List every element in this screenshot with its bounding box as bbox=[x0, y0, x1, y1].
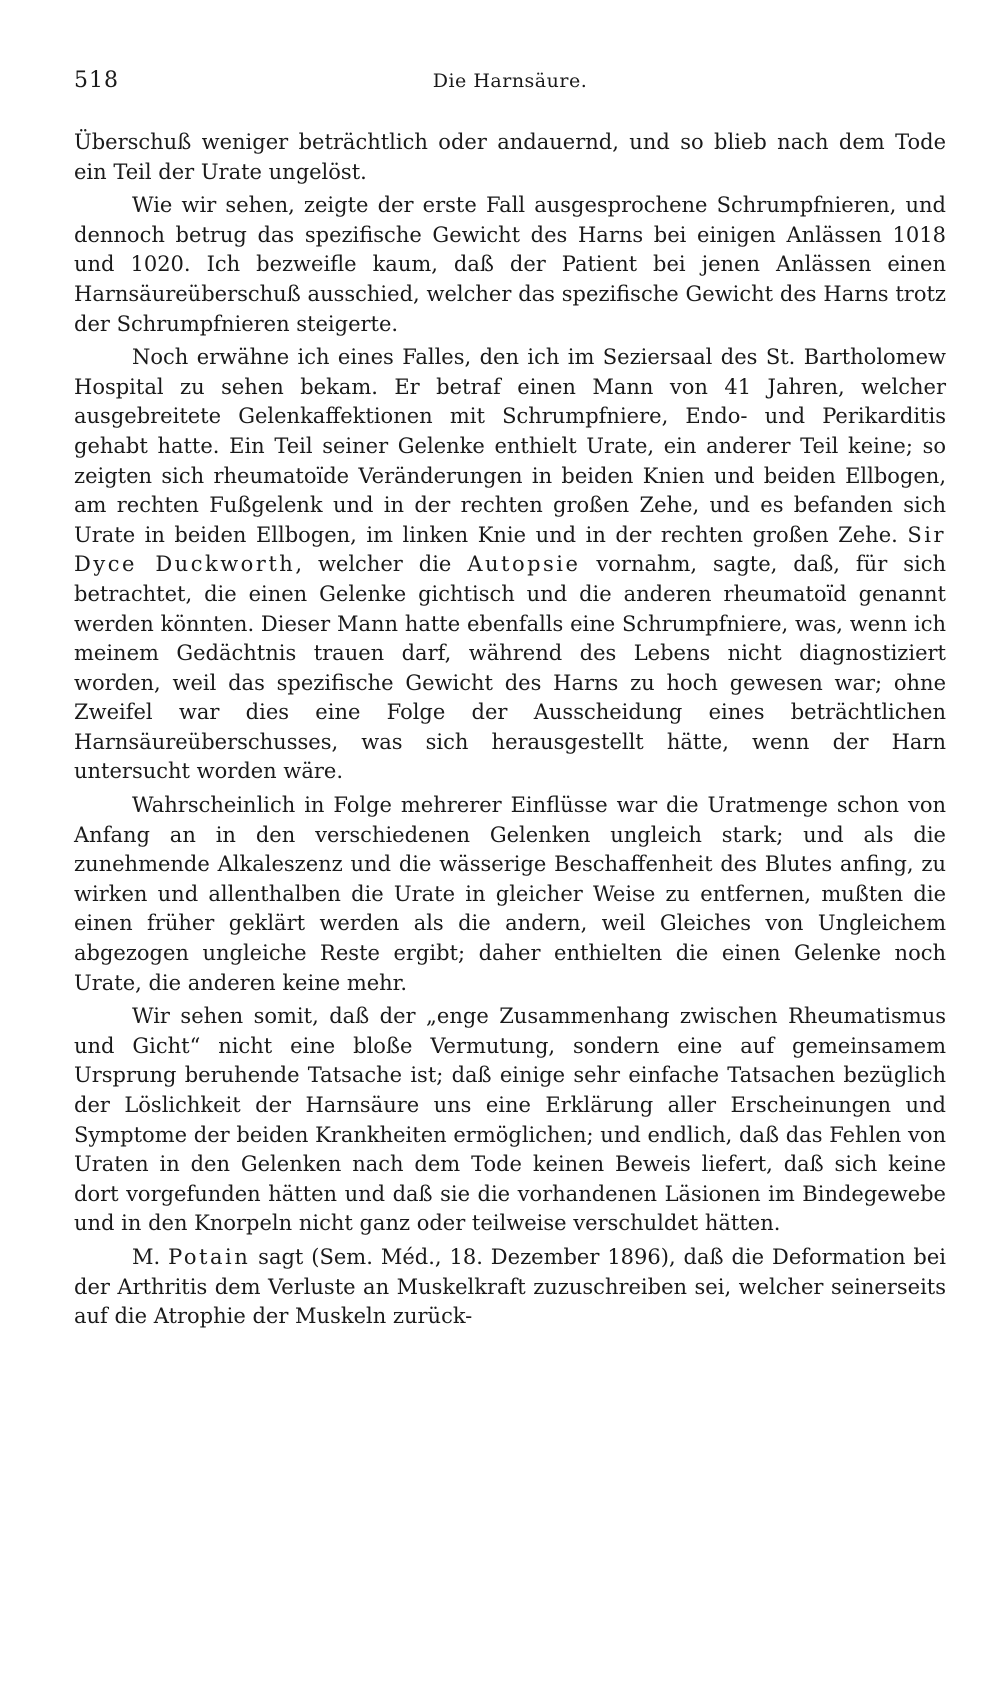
paragraph bbox=[74, 1243, 946, 1332]
text-segment: sagt (Sem. Méd., 18. Dezember 1896), daß die Deformation bei der Arthritis dem Verluste an Muskelkraft zuzuschreiben sei, welcher seinerseits auf die Atrophie der Muskeln zurück- bbox=[74, 1244, 946, 1329]
text-segment: Wie wir sehen, zeigte der erste Fall ausgesprochene Schrumpfnieren, und dennoch betrug das spezifische Gewicht des Harns bei einigen Anlässen 1018 und 1020. Ich bezweifle kaum, daß der Patient bei jenen Anlässen einen Harnsäureüberschuß ausschied, welcher das spezifische Gewicht des Harns trotz der Schrumpfnieren steigerte. bbox=[74, 193, 946, 336]
paragraph bbox=[74, 343, 946, 787]
running-title: Die Harnsäure. bbox=[432, 70, 588, 92]
paragraph bbox=[74, 191, 946, 339]
text-segment: vornahm, sagte, daß, für sich betrachtet, die einen Gelenke gichtisch und die anderen rheumatoïd genannt werden könnten. Dieser Mann hatte ebenfalls eine Schrumpfniere, was, wenn ich meinem Gedächtnis trauen darf, während des Lebens nicht diagnostiziert worden, weil das spezifische Gewicht des Harns zu hoch gewesen war; ohne Zweifel war dies eine Folge der Ausscheidung eines beträchtlichen Harnsäureüberschusses, was sich herausgestellt hätte, wenn der Harn untersucht worden wäre. bbox=[74, 552, 946, 784]
text-segment: Noch erwähne ich eines Falles, den ich im Seziersaal des St. Bartholomew Hospital zu sehen bekam. Er betraf einen Mann von 41 Jahren, welcher ausgebreitete Gelenkaffektionen mit Schrumpfniere, Endo- und Perikarditis gehabt hatte. Ein Teil seiner Gelenke enthielt Urate, ein anderer Teil keine; so zeigten sich rheumatoïde Veränderungen in beiden Knien und beiden Ellbogen, am rechten Fußgelenk und in der rechten großen Zehe, und es befanden sich Urate in beiden Ellbogen, im linken Knie und in der rechten großen Zehe. bbox=[74, 345, 946, 547]
paragraph bbox=[74, 1002, 946, 1239]
page-header bbox=[74, 68, 946, 108]
person-name: Sir Dyce Duckworth bbox=[74, 522, 946, 577]
person-name: Potain bbox=[168, 1244, 251, 1269]
paragraph bbox=[74, 791, 946, 998]
text-segment: Wahrscheinlich in Folge mehrerer Einflüsse war die Uratmenge schon von Anfang an in den verschiedenen Gelenken ungleich stark; und als die zunehmende Alkaleszenz und die wässerige Beschaffenheit des Blutes anfing, zu wirken und allenthalben die Urate in gleicher Weise zu entfernen, mußten die einen früher geklärt werden als die andern, weil Gleiches von Ungleichem abgezogen ungleiche Reste ergibt; daher enthielten die einen Gelenke noch Urate, die anderen keine mehr. bbox=[74, 793, 946, 995]
emphasized-term: Autopsie bbox=[467, 552, 581, 577]
body-text bbox=[74, 128, 946, 1332]
text-segment: Überschuß weniger beträchtlich oder andauernd, und so blieb nach dem Tode ein Teil der Urate ungelöst. bbox=[74, 130, 946, 184]
text-segment: Wir sehen somit, daß der „enge Zusammenhang zwischen Rheumatismus und Gicht“ nicht eine bloße Vermutung, sondern eine auf gemeinsamem Ursprung beruhende Tatsache ist; daß einige sehr einfache Tatsachen bezüglich der Löslichkeit der Harnsäure uns eine Erklärung aller Erscheinungen und Symptome der beiden Krankheiten ermöglichen; und endlich, daß das Fehlen von Uraten in den Gelenken nach dem Tode keinen Beweis liefert, daß sich keine dort vorgefunden hätten und daß sie die vorhandenen Läsionen im Bindegewebe und in den Knorpeln nicht ganz oder teilweise verschuldet hätten. bbox=[74, 1004, 946, 1236]
text-segment: , welcher die bbox=[295, 552, 468, 577]
page-number: 518 bbox=[74, 68, 119, 93]
text-segment: M. bbox=[132, 1244, 169, 1269]
paragraph bbox=[74, 128, 946, 187]
